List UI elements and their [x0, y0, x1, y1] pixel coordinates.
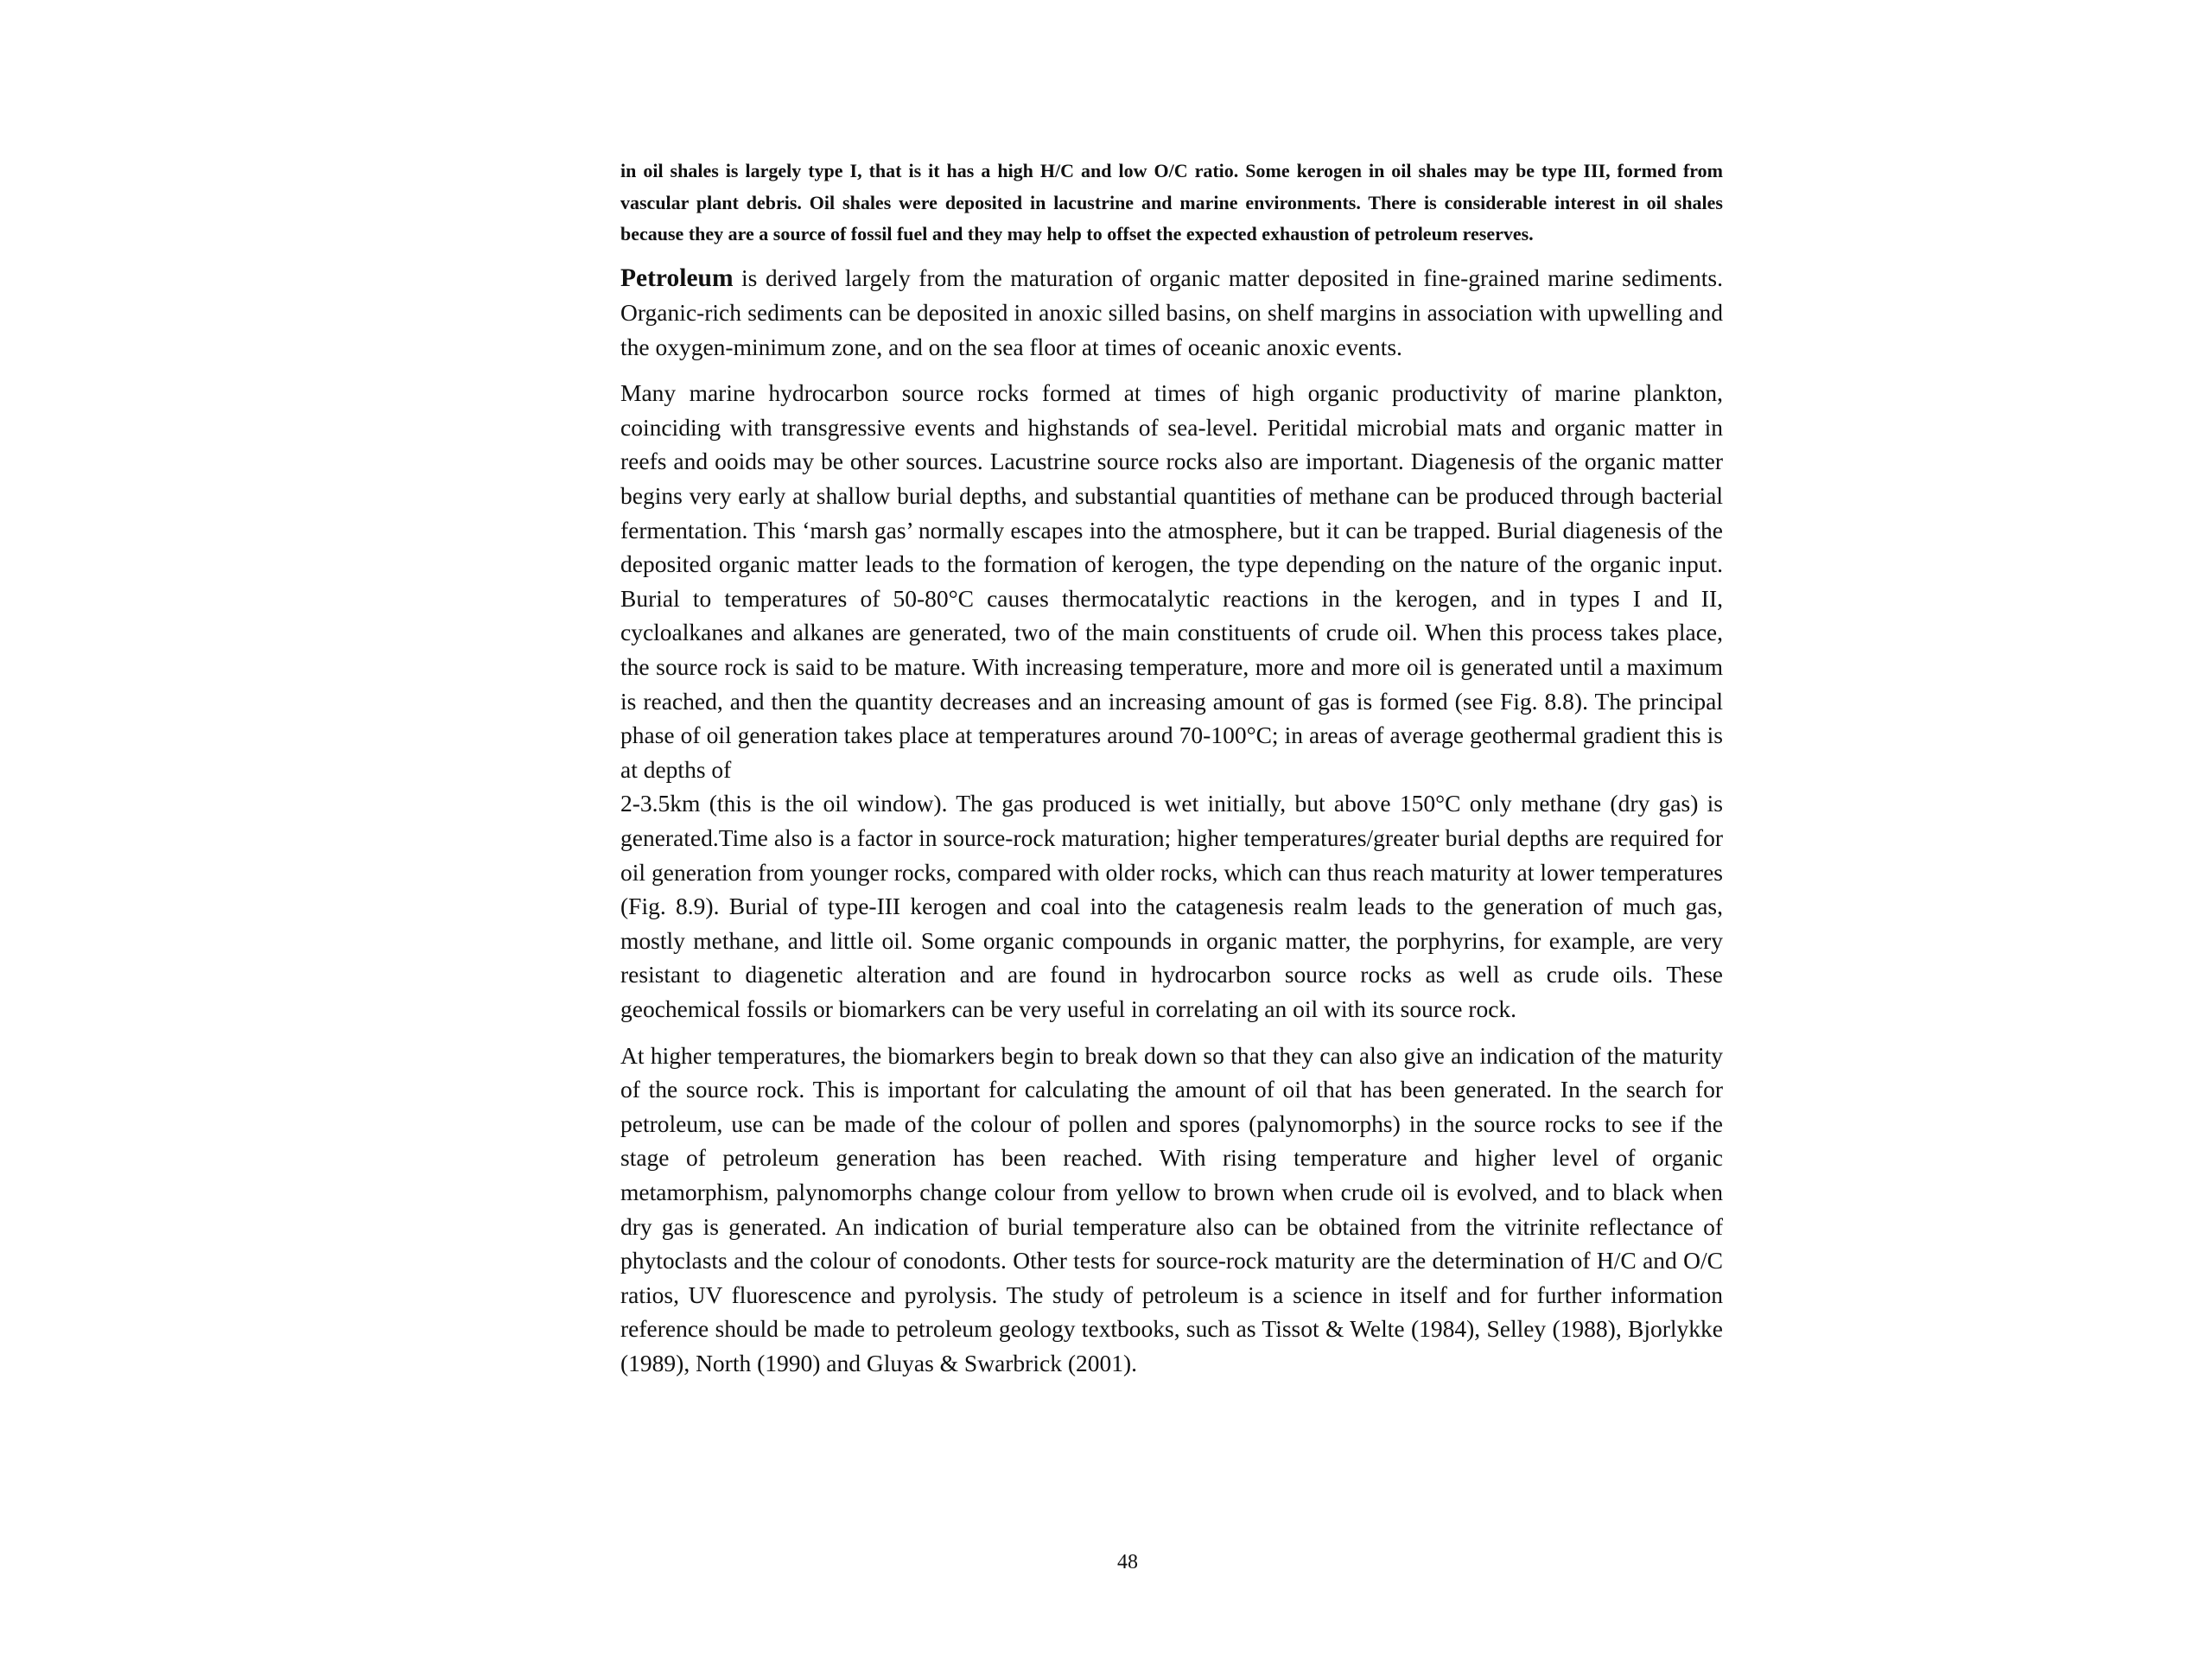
page-number: 48	[1117, 1551, 1138, 1573]
paragraph-petroleum	[620, 261, 1723, 365]
petroleum-paragraph-text: is derived largely from the maturation of organic matter deposited in fine-grained marine sediments. Organic-rich sediments can be deposited in anoxic silled basins, on shelf margins in association with upwelling and the oxygen-minimum zone, and on the sea floor at times of oceanic anoxic events.	[620, 264, 1723, 360]
source-rocks-text-part2: 2-3.5km (this is the oil window). The gas produced is wet initially, but above 150°C only methane (dry gas) is generated.Time also is a factor in source-rock maturation; higher temperatures/greater burial depths are required for oil generation from younger rocks, compared with older rocks, which can thus reach maturity at lower temperatures (Fig. 8.9). Burial of type-III kerogen and coal into the catagenesis realm leads to the generation of much gas, mostly methane, and little oil. Some organic compounds in organic matter, the porphyrins, for example, are very resistant to diagenetic alteration and are found in hydrocarbon source rocks as well as crude oils. These geochemical fossils or biomarkers can be very useful in correlating an oil with its source rock.	[620, 790, 1723, 1022]
paragraph-source-rocks	[620, 376, 1723, 1026]
petroleum-lead-term: Petroleum	[620, 264, 734, 292]
text-column	[620, 156, 1723, 1393]
paragraph-biomarkers: At higher temperatures, the biomarkers begin to break down so that they can also give an indication of the maturity of the source rock. This is important for calculating the amount of oil that has been generated. In the search for petroleum, use can be made of the colour of pollen and spores (palynomorphs) in the source rocks to see if the stage of petroleum generation has been reached. With rising temperature and higher level of organic metamorphism, palynomorphs change colour from yellow to brown when crude oil is evolved, and to black when dry gas is generated. An indication of burial temperature also can be obtained from the vitrinite reflectance of phytoclasts and the colour of conodonts. Other tests for source-rock maturity are the determination of H/C and O/C ratios, UV fluorescence and pyrolysis. The study of petroleum is a science in itself and for further information reference should be made to petroleum geology textbooks, such as Tissot & Welte (1984), Selley (1988), Bjorlykke (1989), North (1990) and Gluyas & Swarbrick (2001).	[620, 1041, 1723, 1376]
source-rocks-text-part1: Many marine hydrocarbon source rocks formed at times of high organic productivity of marine plankton, coinciding with transgressive events and highstands of sea-level. Peritidal microbial mats and organic matter in reefs and ooids may be other sources. Lacustrine source rocks also are important. Diagenesis of the organic matter begins very early at shallow burial depths, and substantial quantities of methane can be produced through bacterial fermentation. This ‘marsh gas’ normally escapes into the atmosphere, but it can be trapped. Burial diagenesis of the deposited organic matter leads to the formation of kerogen, the type depending on the nature of the organic input. Burial to temperatures of 50-80°C causes thermocatalytic reactions in the kerogen, and in types I and II, cycloalkanes and alkanes are generated, two of the main constituents of crude oil. When this process takes place, the source rock is said to be mature. With increasing temperature, more and more oil is generated until a maximum is reached, and then the quantity decreases and an increasing amount of gas is formed (see Fig. 8.8). The principal phase of oil generation takes place at temperatures around 70-100°C; in areas of average geothermal gradient this is at depths of	[620, 379, 1723, 783]
paragraph-oil-shales: in oil shales is largely type I, that is it has a high H/C and low O/C ratio. Some kerogen in oil shales may be type III, formed from vascular plant debris. Oil shales were deposited in lacustrine and marine environments. There is considerable interest in oil shales because they are a source of fossil fuel and they may help to offset the expected exhaustion of petroleum reserves.	[620, 160, 1723, 245]
